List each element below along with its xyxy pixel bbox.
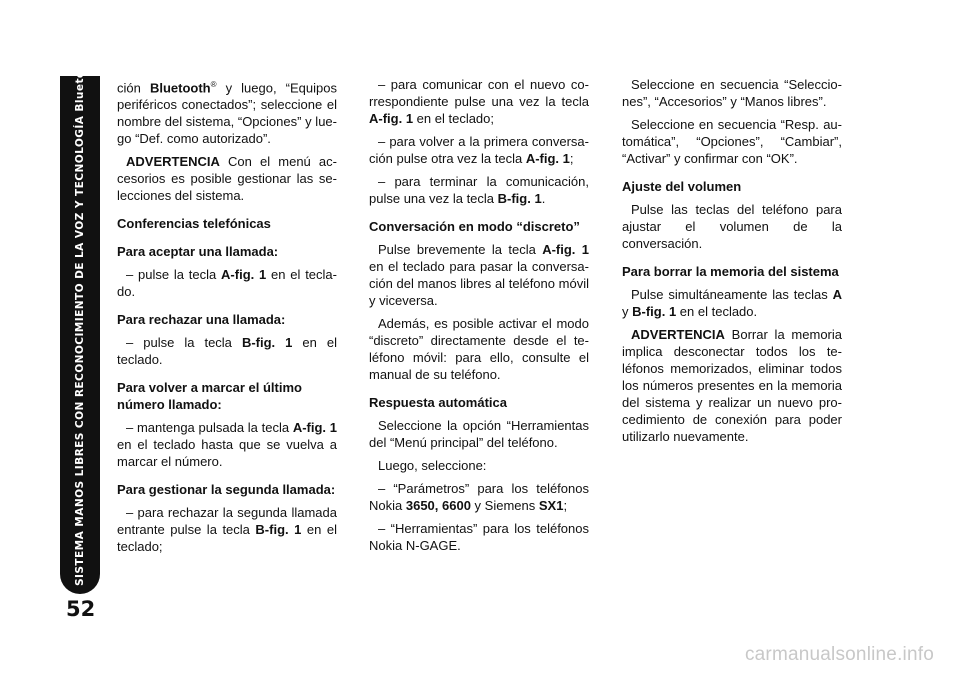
paragraph-advertencia: ADVERTENCIA Con el menú accesorios es posible gestionar las selecciones del sistema.	[117, 154, 337, 204]
heading-discreto: Conversación en modo “discreto”	[369, 219, 580, 234]
heading-conferencias: Conferencias telefónicas	[117, 216, 271, 232]
paragraph-comunicar: – para comunicar con el nuevo correspondiente pulse una vez la tecla A-fig. 1 en el teclado;	[369, 77, 589, 126]
side-section-title: SISTEMA MANOS LIBRES CON RECONOCIMIENTO DE LA VOZ Y TECNOLOGÍA Bluetooth®	[74, 38, 86, 586]
paragraph-volver: – mantenga pulsada la tecla A-fig. 1 en el teclado hasta que se vuelva a marcar el número.	[117, 420, 337, 470]
paragraph-borrar: Pulse simultáneamente las teclas A y B-fig. 1 en el teclado.	[622, 287, 842, 319]
paragraph-advertencia-borrar: ADVERTENCIA Borrar la memoria implica desconectar todos los teléfonos memorizados, eliminar todos los números presentes en la memoria del sistema y realizar un nuevo procedimiento de conexión para poder utilizarlo nuevamente.	[622, 327, 842, 444]
paragraph-herramientas: – “Herramientas” para los teléfonos Nokia N-GAGE.	[369, 521, 589, 553]
heading-respuesta: Respuesta automática	[369, 395, 507, 410]
paragraph-aceptar: – pulse la tecla A-fig. 1 en el teclado.	[117, 267, 337, 300]
column-1	[117, 76, 337, 561]
paragraph-bluetooth-setup: ción Bluetooth® y luego, “Equipos periféricos conectados”; seleccione el nombre del sistema, “Opciones” y luego “Def. como autorizado”.	[117, 80, 337, 147]
column-3	[622, 76, 842, 451]
paragraph-respuesta-1: Seleccione la opción “Herramientas del “Menú principal” del teléfono.	[369, 418, 589, 450]
page-number: 52	[66, 597, 96, 621]
watermark: carmanualsonline.info	[744, 644, 934, 665]
paragraph-rechazar: – pulse la tecla B-fig. 1 en el teclado.	[117, 335, 337, 368]
column-2	[369, 76, 589, 560]
heading-volumen: Ajuste del volumen	[622, 179, 742, 194]
paragraph-gestionar: – para rechazar la segunda llamada entrante pulse la tecla B-fig. 1 en el teclado;	[117, 505, 337, 555]
paragraph-parametros: – “Parámetros” para los teléfonos Nokia 3650, 6600 y Siemens SX1;	[369, 481, 589, 513]
heading-gestionar: Para gestionar la segunda llamada:	[117, 482, 336, 498]
paragraph-terminar: – para terminar la comunicación, pulse una vez la tecla B-fig. 1.	[369, 174, 589, 206]
paragraph-respuesta-2: Luego, seleccione:	[378, 458, 487, 473]
heading-aceptar: Para aceptar una llamada:	[117, 244, 279, 260]
paragraph-secuencia-1: Seleccione en secuencia “Selecciones”, “Accesorios” y “Manos libres”.	[622, 77, 842, 109]
heading-volver: Para volver a marcar el último número llamado:	[117, 380, 302, 413]
paragraph-discreto-2: Además, es posible activar el modo “discreto” directamente desde el teléfono móvil: para ello, consulte el manual de su teléfono.	[369, 316, 589, 382]
paragraph-volumen: Pulse las teclas del teléfono para ajustar el volumen de la conversación.	[622, 202, 842, 251]
paragraph-secuencia-2: Seleccione en secuencia “Resp. automática”, “Opciones”, “Cambiar”, “Activar” y confirmar con “OK”.	[622, 117, 842, 166]
paragraph-discreto-1: Pulse brevemente la tecla A-fig. 1 en el teclado para pasar la conversación del manos libres al teléfono móvil y viceversa.	[369, 242, 589, 308]
heading-rechazar: Para rechazar una llamada:	[117, 312, 286, 328]
heading-borrar: Para borrar la memoria del sistema	[622, 264, 839, 279]
paragraph-primera-conversacion: – para volver a la primera conversación pulse otra vez la tecla A-fig. 1;	[369, 134, 589, 166]
